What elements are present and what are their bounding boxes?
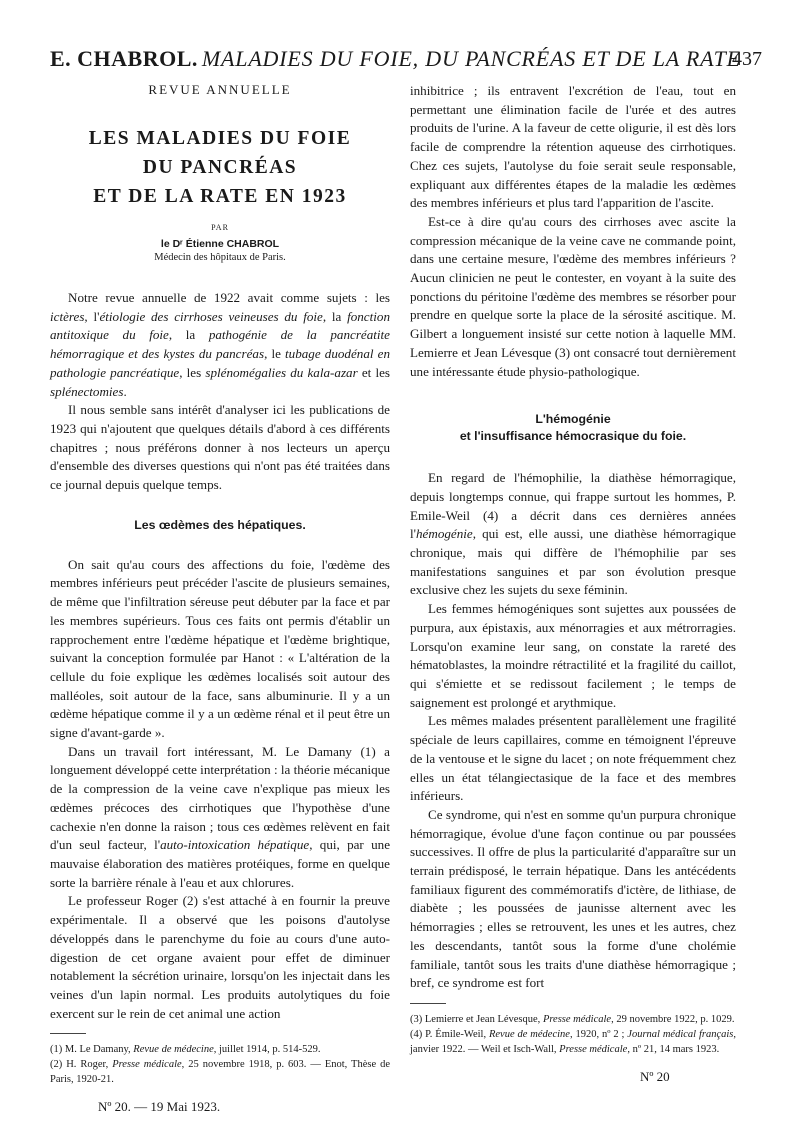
author-name: le Dʳ Étienne CHABROL bbox=[160, 238, 280, 250]
footnote: (1) M. Le Damany, Revue de médecine, juillet 1914, p. 514-529. bbox=[50, 1044, 321, 1056]
section-heading bbox=[410, 411, 736, 445]
issue-footer: Nº 20 bbox=[640, 1068, 670, 1084]
paragraph: Dans un travail fort intéressant, M. Le Damany (1) a longuement développé cette interprétation : la théorie mécanique de la compression de la veine cave n'explique pas mieux les œdèmes précoces des cirrhotiques que l'hypothèse d'une cachexie n'en donne la raison ; tous ces œdèmes relèvent en fait d'un seul facteur, l'auto-intoxication hépatique, qui, par une mauvaise élaboration des matières protéiques, forme en quelque sorte la barrière rénale à l'eau et aux chlorures. bbox=[50, 743, 390, 890]
paragraph: Est-ce à dire qu'au cours des cirrhoses avec ascite la compression mécanique de la veine cave ne commande point, dans une certaine mesure, l'œdème des membres inférieurs ? Aucun clinicien ne peut le contester, en voyant à la suite des ponctions du péritoine l'œdème des membres se résorber pour prendre en quelque sorte la place de la sérosité ascitique. M. Gilbert a longuement insisté sur cette notion à laquelle MM. Lemierre et Jean Lévesque (3) ont consacré tout dernièrement une intéressante étude physio-pathologique. bbox=[410, 213, 736, 379]
running-head-title: MALADIES DU FOIE, DU PANCRÉAS ET DE LA RATE bbox=[201, 46, 741, 71]
footnote-rule bbox=[50, 1033, 86, 1034]
article-title-line: DU PANCRÉAS bbox=[142, 157, 298, 178]
running-head-author: E. CHABROL. bbox=[50, 46, 198, 71]
paragraph: En regard de l'hémophilie, la diathèse hémorragique, depuis longtemps connue, qui frappe surtout les hommes, P. Emile-Weil (4) a décrit dans ces dernières années l'hémogénie, qui est, elle aussi, une diathèse hémorragique chronique, mais qui diffère de l'hémophilie par ses manifestations sanguines et par son évolution presque exclusive chez les sujets du sexe féminin. bbox=[410, 470, 736, 598]
section-heading: Les œdèmes des hépatiques. bbox=[134, 517, 306, 532]
by-label: PAR bbox=[211, 223, 229, 232]
paragraph: Ce syndrome, qui n'est en somme qu'un purpura chronique hémorragique, évolue d'une façon continue ou par poussées successives. Il offre de plus la particularité d'apparaître sur un terrain prédisposé, le terrain hépatique. Dans les antécédents familiaux figurent des commémoratifs d'ictère, de lithiase, de diabète ; les poussées de jaunisse alternent avec les hémorragies ; elles se retrouvent, les unes et les autres, chez les descendants, tantôt sous la forme d'une cholémie familiale, tantôt sous les traits d'une diathèse hémorragique ; bref, ce syndrome est fort bbox=[410, 806, 736, 991]
rubric: REVUE ANNUELLE bbox=[148, 82, 292, 97]
page-number: 437 bbox=[732, 48, 762, 70]
paragraph: Notre revue annuelle de 1922 avait comme sujets : les ictères, l'étiologie des cirrhoses veineuses du foie, la fonction antitoxique du foie, la pathogénie de la pancréatite hémorragique et des kystes du pancréas, le tubage duodénal en pathologie pancréatique, les splénomégalies du kala-azar et les splénectomies. bbox=[50, 290, 390, 399]
running-head bbox=[50, 46, 762, 72]
right-column bbox=[410, 82, 736, 1085]
section-heading-line: L'hémogénie bbox=[535, 412, 611, 427]
footnote: (3) Lemierre et Jean Lévesque, Presse médicale, 29 novembre 1922, p. 1029. bbox=[410, 1013, 735, 1025]
article-title-line: ET DE LA RATE EN 1923 bbox=[93, 186, 347, 207]
section-heading-line: et l'insuffisance hémocrasique du foie. bbox=[459, 429, 687, 444]
author-affiliation: Médecin des hôpitaux de Paris. bbox=[154, 252, 286, 263]
paragraph: Le professeur Roger (2) s'est attaché à en fournir la preuve expérimentale. Il a observé que les poisons d'autolyse développés dans le parenchyme du foie au cours d'une auto-digestion de cet organe avaient pour effet de diminuer notablement la sécrétion urinaire, lorsqu'on les injectait dans les veines d'un lapin normal. Les produits autolytiques du foie exercent sur le rein de cet animal une action bbox=[50, 893, 390, 1021]
footnote: (4) P. Émile-Weil, Revue de médecine, 1920, nº 2 ; Journal médical français, janvier 1922. — Weil et Isch-Wall, Presse médicale, nº 21, 14 mars 1923. bbox=[410, 1028, 736, 1055]
article-title-line: LES MALADIES DU FOIE bbox=[88, 128, 352, 149]
footnote: (2) H. Roger, Presse médicale, 25 novembre 1918, p. 603. — Enot, Thèse de Paris, 1920-21. bbox=[50, 1059, 390, 1086]
article-title bbox=[50, 124, 390, 211]
paragraph: Les femmes hémogéniques sont sujettes aux poussées de purpura, aux épistaxis, aux ménorragies et aux métrorragies. Lorsqu'on examine leur sang, on constate la rareté des hématoblastes, la moindre rétractilité et la fragilité du caillot, qui s'émiette et se redissout facilement ; le temps de saignement est prolongé et arythmique. bbox=[410, 601, 736, 710]
paragraph: Il nous semble sans intérêt d'analyser ici les publications de 1923 qui n'ajoutent que quelques détails d'abord à ces différents chapitres ; nous préférons donner à nos lecteurs un aperçu d'ensemble des diverses questions qui n'ont pas été traitées dans ce journal depuis quelque temps. bbox=[50, 402, 390, 493]
left-column bbox=[50, 82, 390, 1115]
footnote-rule bbox=[410, 1003, 446, 1004]
issue-footer: Nº 20. — 19 Mai 1923. bbox=[98, 1099, 221, 1115]
paragraph: On sait qu'au cours des affections du foie, l'œdème des membres inférieurs peut précéder l'ascite de plusieurs semaines, de même que l'infiltration séreuse peut débuter par la face et par les membres supérieurs. Tous ces faits ont permis d'établir un rapprochement entre l'œdème hépatique et l'œdème brightique, suivant la conception formulée par Hanot : « L'altération de la cellule du foie explique les œdèmes localisés soit autour des malléoles, soit autour de la face, sans albuminurie. Il y a un œdème hépatique comme il y a un œdème rénal et il peut être un signe d'avant-garde ». bbox=[50, 556, 390, 741]
paragraph: inhibitrice ; ils entravent l'excrétion de l'eau, tout en permettant une élimination facile de l'urée et des autres produits de l'urine. A la faveur de cette oligurie, il est dès lors facile de comprendre la rétention aqueuse des cirrhotiques. Chez ces sujets, l'autolyse du foie serait seule responsable, expliquant aux différentes étapes de la maladie les œdèmes des membres inférieurs et plus tard l'apparition de l'ascite. bbox=[410, 83, 736, 211]
paragraph: Les mêmes malades présentent parallèlement une fragilité spéciale de leurs capillaires, comme en témoignent l'épreuve de la ventouse et le signe du lacet ; on note fréquemment chez elles un état télangiectasique de la face et des membres inférieurs. bbox=[410, 713, 736, 804]
